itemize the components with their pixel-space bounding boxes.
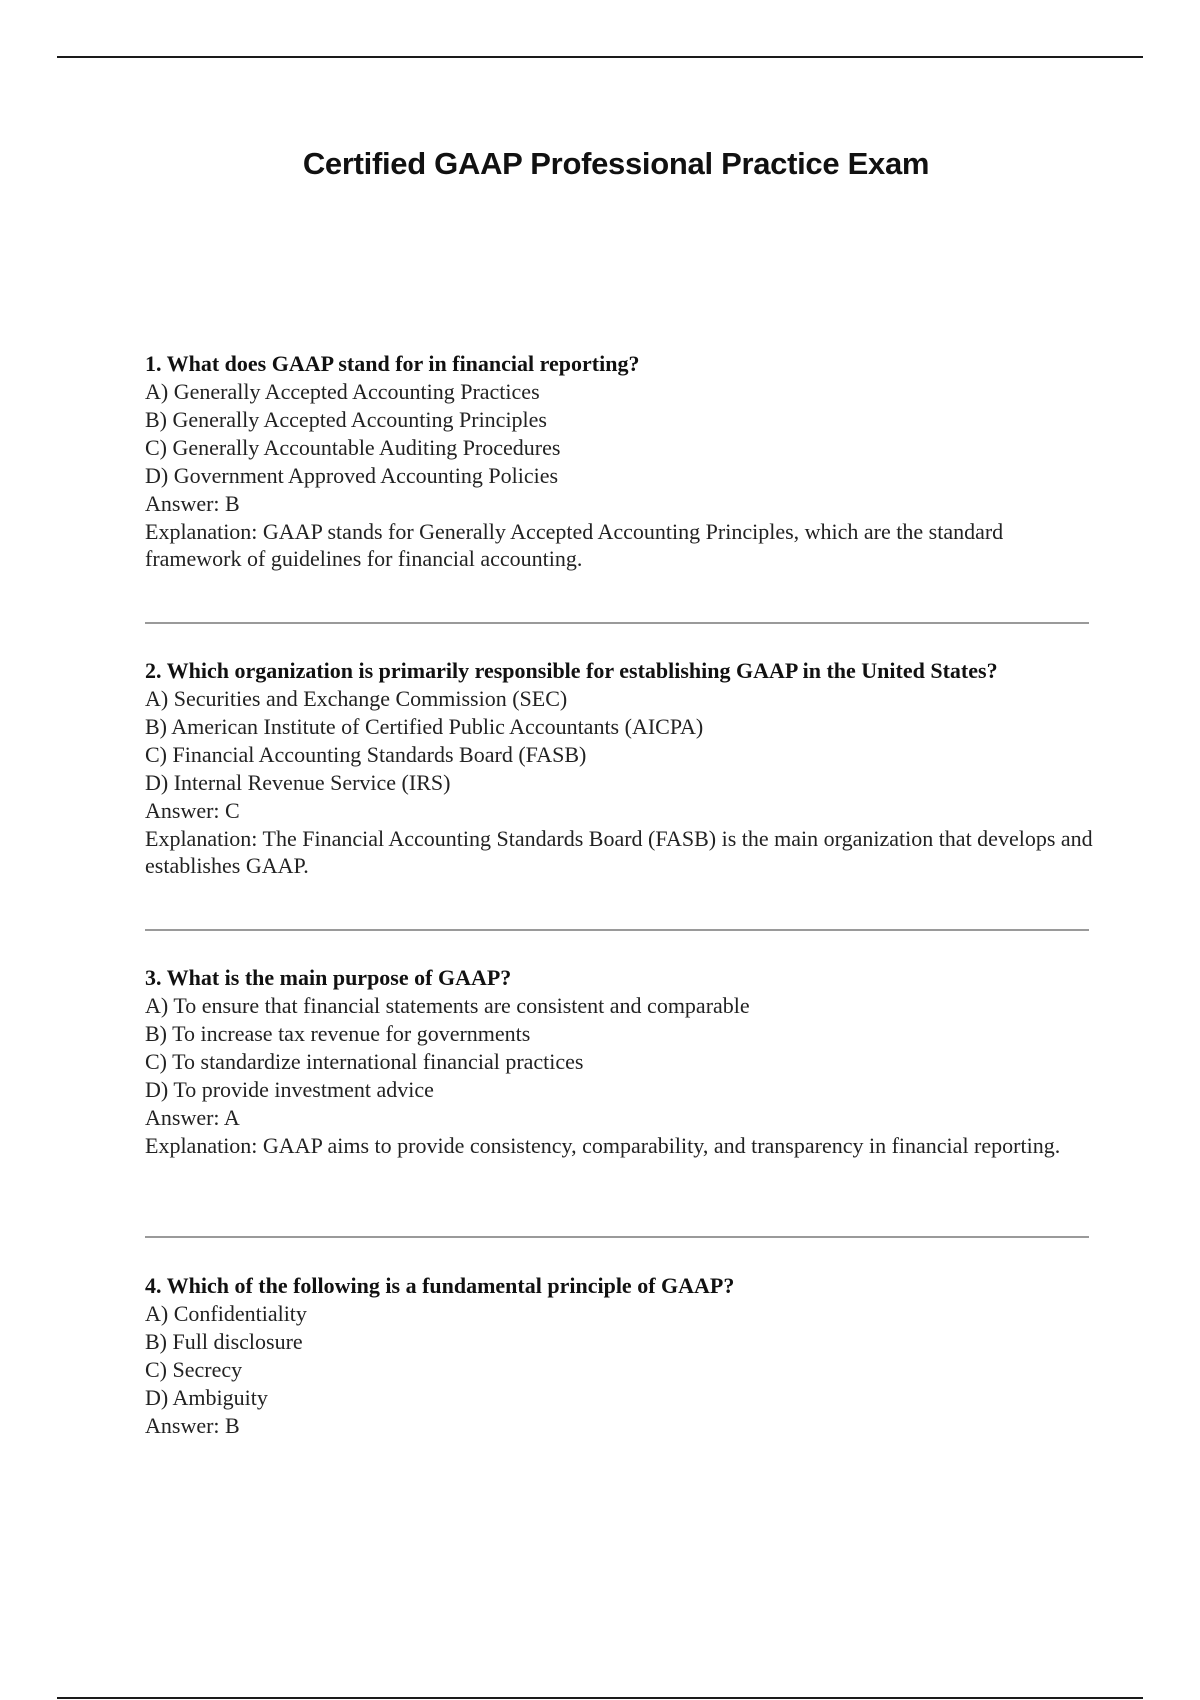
option-c: C) Generally Accountable Auditing Procedures xyxy=(145,435,561,460)
option-c: C) Financial Accounting Standards Board (FASB) xyxy=(145,742,587,767)
option-b: B) Full disclosure xyxy=(145,1329,303,1354)
question-separator xyxy=(145,1236,1089,1238)
question-block-1 xyxy=(145,350,1105,572)
question-block-3 xyxy=(145,964,1105,1159)
option-c: C) To standardize international financial practices xyxy=(145,1049,584,1074)
question-separator xyxy=(145,929,1089,931)
option-a: A) Securities and Exchange Commission (SEC) xyxy=(145,686,568,711)
question-block-4 xyxy=(145,1272,1105,1440)
option-b: B) American Institute of Certified Public Accountants (AICPA) xyxy=(145,714,704,739)
option-a: A) To ensure that financial statements are consistent and comparable xyxy=(145,993,750,1018)
option-b: B) Generally Accepted Accounting Principles xyxy=(145,407,547,432)
option-a: A) Confidentiality xyxy=(145,1301,307,1326)
question-text: 4. Which of the following is a fundamental principle of GAAP? xyxy=(145,1273,735,1298)
option-d: D) To provide investment advice xyxy=(145,1077,434,1102)
option-a: A) Generally Accepted Accounting Practices xyxy=(145,379,540,404)
explanation: Explanation: The Financial Accounting Standards Board (FASB) is the main organization that develops and establishes GAAP. xyxy=(145,826,1093,878)
question-separator xyxy=(145,622,1089,624)
question-block-2 xyxy=(145,657,1105,879)
answer: Answer: C xyxy=(145,798,240,823)
header-rule xyxy=(57,56,1143,58)
answer: Answer: A xyxy=(145,1105,240,1130)
option-b: B) To increase tax revenue for governments xyxy=(145,1021,531,1046)
explanation: Explanation: GAAP stands for Generally Accepted Accounting Principles, which are the standard framework of guidelines for financial accounting. xyxy=(145,519,1004,571)
question-text: 2. Which organization is primarily responsible for establishing GAAP in the United States? xyxy=(145,658,998,683)
answer: Answer: B xyxy=(145,491,240,516)
page-title: Certified GAAP Professional Practice Exam xyxy=(302,146,930,181)
question-text: 3. What is the main purpose of GAAP? xyxy=(145,965,512,990)
option-d: D) Government Approved Accounting Policies xyxy=(145,463,559,488)
option-d: D) Internal Revenue Service (IRS) xyxy=(145,770,451,795)
footer-rule xyxy=(57,1697,1143,1699)
option-d: D) Ambiguity xyxy=(145,1385,268,1410)
answer: Answer: B xyxy=(145,1413,240,1438)
option-c: C) Secrecy xyxy=(145,1357,243,1382)
question-text: 1. What does GAAP stand for in financial reporting? xyxy=(145,351,640,376)
explanation: Explanation: GAAP aims to provide consistency, comparability, and transparency in financial reporting. xyxy=(145,1133,1061,1158)
